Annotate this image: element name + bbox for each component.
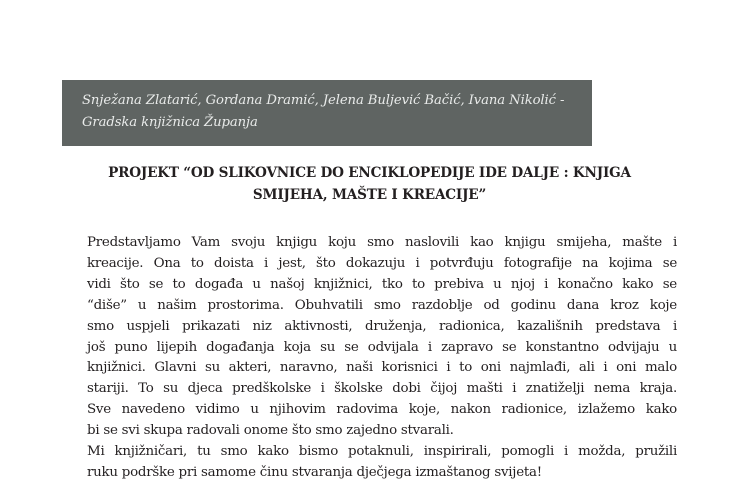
- body-line: vidi što se to događa u našoj knjižnici, tko to prebiva u njoj i konačno kako se: [87, 276, 677, 292]
- article-title: [62, 162, 677, 206]
- article-title-line: PROJEKT “OD SLIKOVNICE DO ENCIKLOPEDIJE IDE DALJE : KNJIGA: [108, 165, 631, 181]
- article-title-line: SMIJEHA, MAŠTE I KREACIJE”: [252, 187, 487, 203]
- body-line: Sve navedeno vidimo u njihovim radovima koje, nakon radionice, izlažemo kako: [87, 402, 677, 418]
- body-line: kreacije. Ona to doista i jest, što dokazuju i potvrđuju fotografije na kojima se: [87, 255, 677, 271]
- author-affiliation: Gradska knjižnica Županja: [82, 115, 258, 130]
- body-line: knjižnici. Glavni su akteri, naravno, naši korisnici i to oni najmlađi, ali i oni malo: [87, 360, 677, 376]
- body-line: “diše” u našim prostorima. Obuhvatili smo razdoblje od godinu dana kroz koje: [87, 297, 677, 313]
- author-banner: [62, 80, 592, 146]
- body-line: Mi knjižničari, tu smo kako bismo potaknuli, inspirirali, pomogli i možda, pružili: [87, 444, 677, 460]
- author-names: Snježana Zlatarić, Gordana Dramić, Jelena Buljević Bačić, Ivana Nikolić -: [82, 93, 565, 108]
- body-line: ruku podrške pri samome činu stvaranja dječjega izmaštanog svijeta!: [87, 464, 542, 480]
- article-body: [87, 233, 677, 484]
- body-line: Predstavljamo Vam svoju knjigu koju smo naslovili kao knjigu smijeha, mašte i: [87, 235, 677, 250]
- body-line: smo uspjeli prikazati niz aktivnosti, druženja, radionica, kazališnih predstava i: [87, 318, 677, 334]
- body-line: bi se svi skupa radovali onome što smo zajedno stvarali.: [87, 423, 454, 439]
- body-line: stariji. To su djeca predškolske i školske dobi čijoj mašti i znatiželji nema kraja.: [87, 381, 677, 397]
- body-line: još puno lijepih događanja koja su se odvijala i zapravo se konstantno odvijaju u: [87, 339, 677, 355]
